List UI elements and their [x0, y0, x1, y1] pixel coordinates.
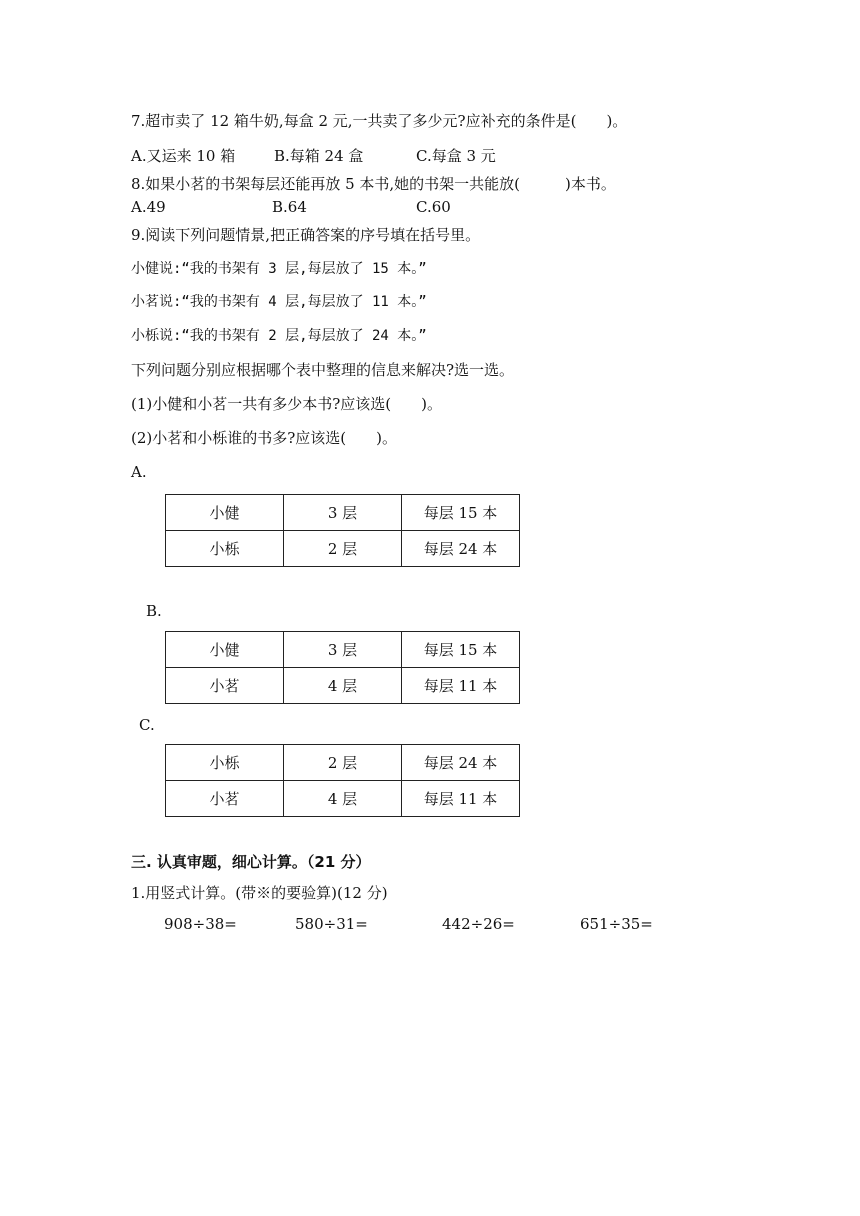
table-row [166, 781, 520, 817]
question-7-text: 7.超市卖了 12 箱牛奶,每盒 2 元,一共卖了多少元?应补充的条件是( )。 [131, 112, 628, 130]
question-9-sub-2: (2)小茗和小栎谁的书多?应该选( )。 [131, 429, 397, 447]
table-cell: 小茗 [166, 781, 284, 817]
question-8-option-b: B.64 [272, 198, 307, 216]
table-c-letter: C. [139, 716, 155, 734]
table-row [166, 668, 520, 704]
table-cell: 2 层 [284, 531, 402, 567]
table-cell: 小茗 [166, 668, 284, 704]
table-a-letter: A. [131, 463, 147, 481]
calc-problem: 651÷35= [580, 915, 653, 933]
table-row [166, 745, 520, 781]
table-a [165, 494, 520, 567]
quote-xiaoming: 小茗说:“我的书架有 4 层,每层放了 11 本。” [131, 294, 427, 310]
table-b [165, 631, 520, 704]
table-cell: 3 层 [284, 632, 402, 668]
table-c [165, 744, 520, 817]
table-cell: 每层 15 本 [402, 632, 520, 668]
question-9-text: 9.阅读下列问题情景,把正确答案的序号填在括号里。 [131, 226, 481, 244]
table-cell: 4 层 [284, 668, 402, 704]
quote-xiaojian: 小健说:“我的书架有 3 层,每层放了 15 本。” [131, 261, 427, 277]
question-8-option-c: C.60 [416, 198, 451, 216]
calc-problem: 908÷38= [164, 915, 237, 933]
table-row [166, 531, 520, 567]
table-cell: 小健 [166, 495, 284, 531]
table-b-letter: B. [146, 602, 162, 620]
section-3-question-1: 1.用竖式计算。(带※的要验算)(12 分) [131, 884, 388, 902]
table-cell: 每层 24 本 [402, 531, 520, 567]
table-cell: 每层 11 本 [402, 781, 520, 817]
question-7-option-a: A.又运来 10 箱 [131, 147, 236, 165]
table-row [166, 632, 520, 668]
quote-xiaoli: 小栎说:“我的书架有 2 层,每层放了 24 本。” [131, 328, 427, 344]
question-7-option-c: C.每盒 3 元 [416, 147, 496, 165]
table-cell: 每层 24 本 [402, 745, 520, 781]
calc-problem: 442÷26= [442, 915, 515, 933]
table-cell: 3 层 [284, 495, 402, 531]
table-cell: 小健 [166, 632, 284, 668]
calc-problem: 580÷31= [295, 915, 368, 933]
question-9-sub-1: (1)小健和小茗一共有多少本书?应该选( )。 [131, 395, 442, 413]
section-3-title: 三. 认真审题，细心计算。（21 分） [131, 853, 371, 871]
question-7-option-b: B.每箱 24 盒 [274, 147, 364, 165]
table-row [166, 495, 520, 531]
table-cell: 4 层 [284, 781, 402, 817]
table-cell: 小栎 [166, 745, 284, 781]
table-cell: 每层 11 本 [402, 668, 520, 704]
table-cell: 每层 15 本 [402, 495, 520, 531]
question-8-text: 8.如果小茗的书架每层还能再放 5 本书,她的书架一共能放( )本书。 [131, 175, 616, 193]
table-cell: 2 层 [284, 745, 402, 781]
question-8-option-a: A.49 [131, 198, 166, 216]
question-9-prompt: 下列问题分别应根据哪个表中整理的信息来解决?选一选。 [131, 361, 515, 379]
table-cell: 小栎 [166, 531, 284, 567]
